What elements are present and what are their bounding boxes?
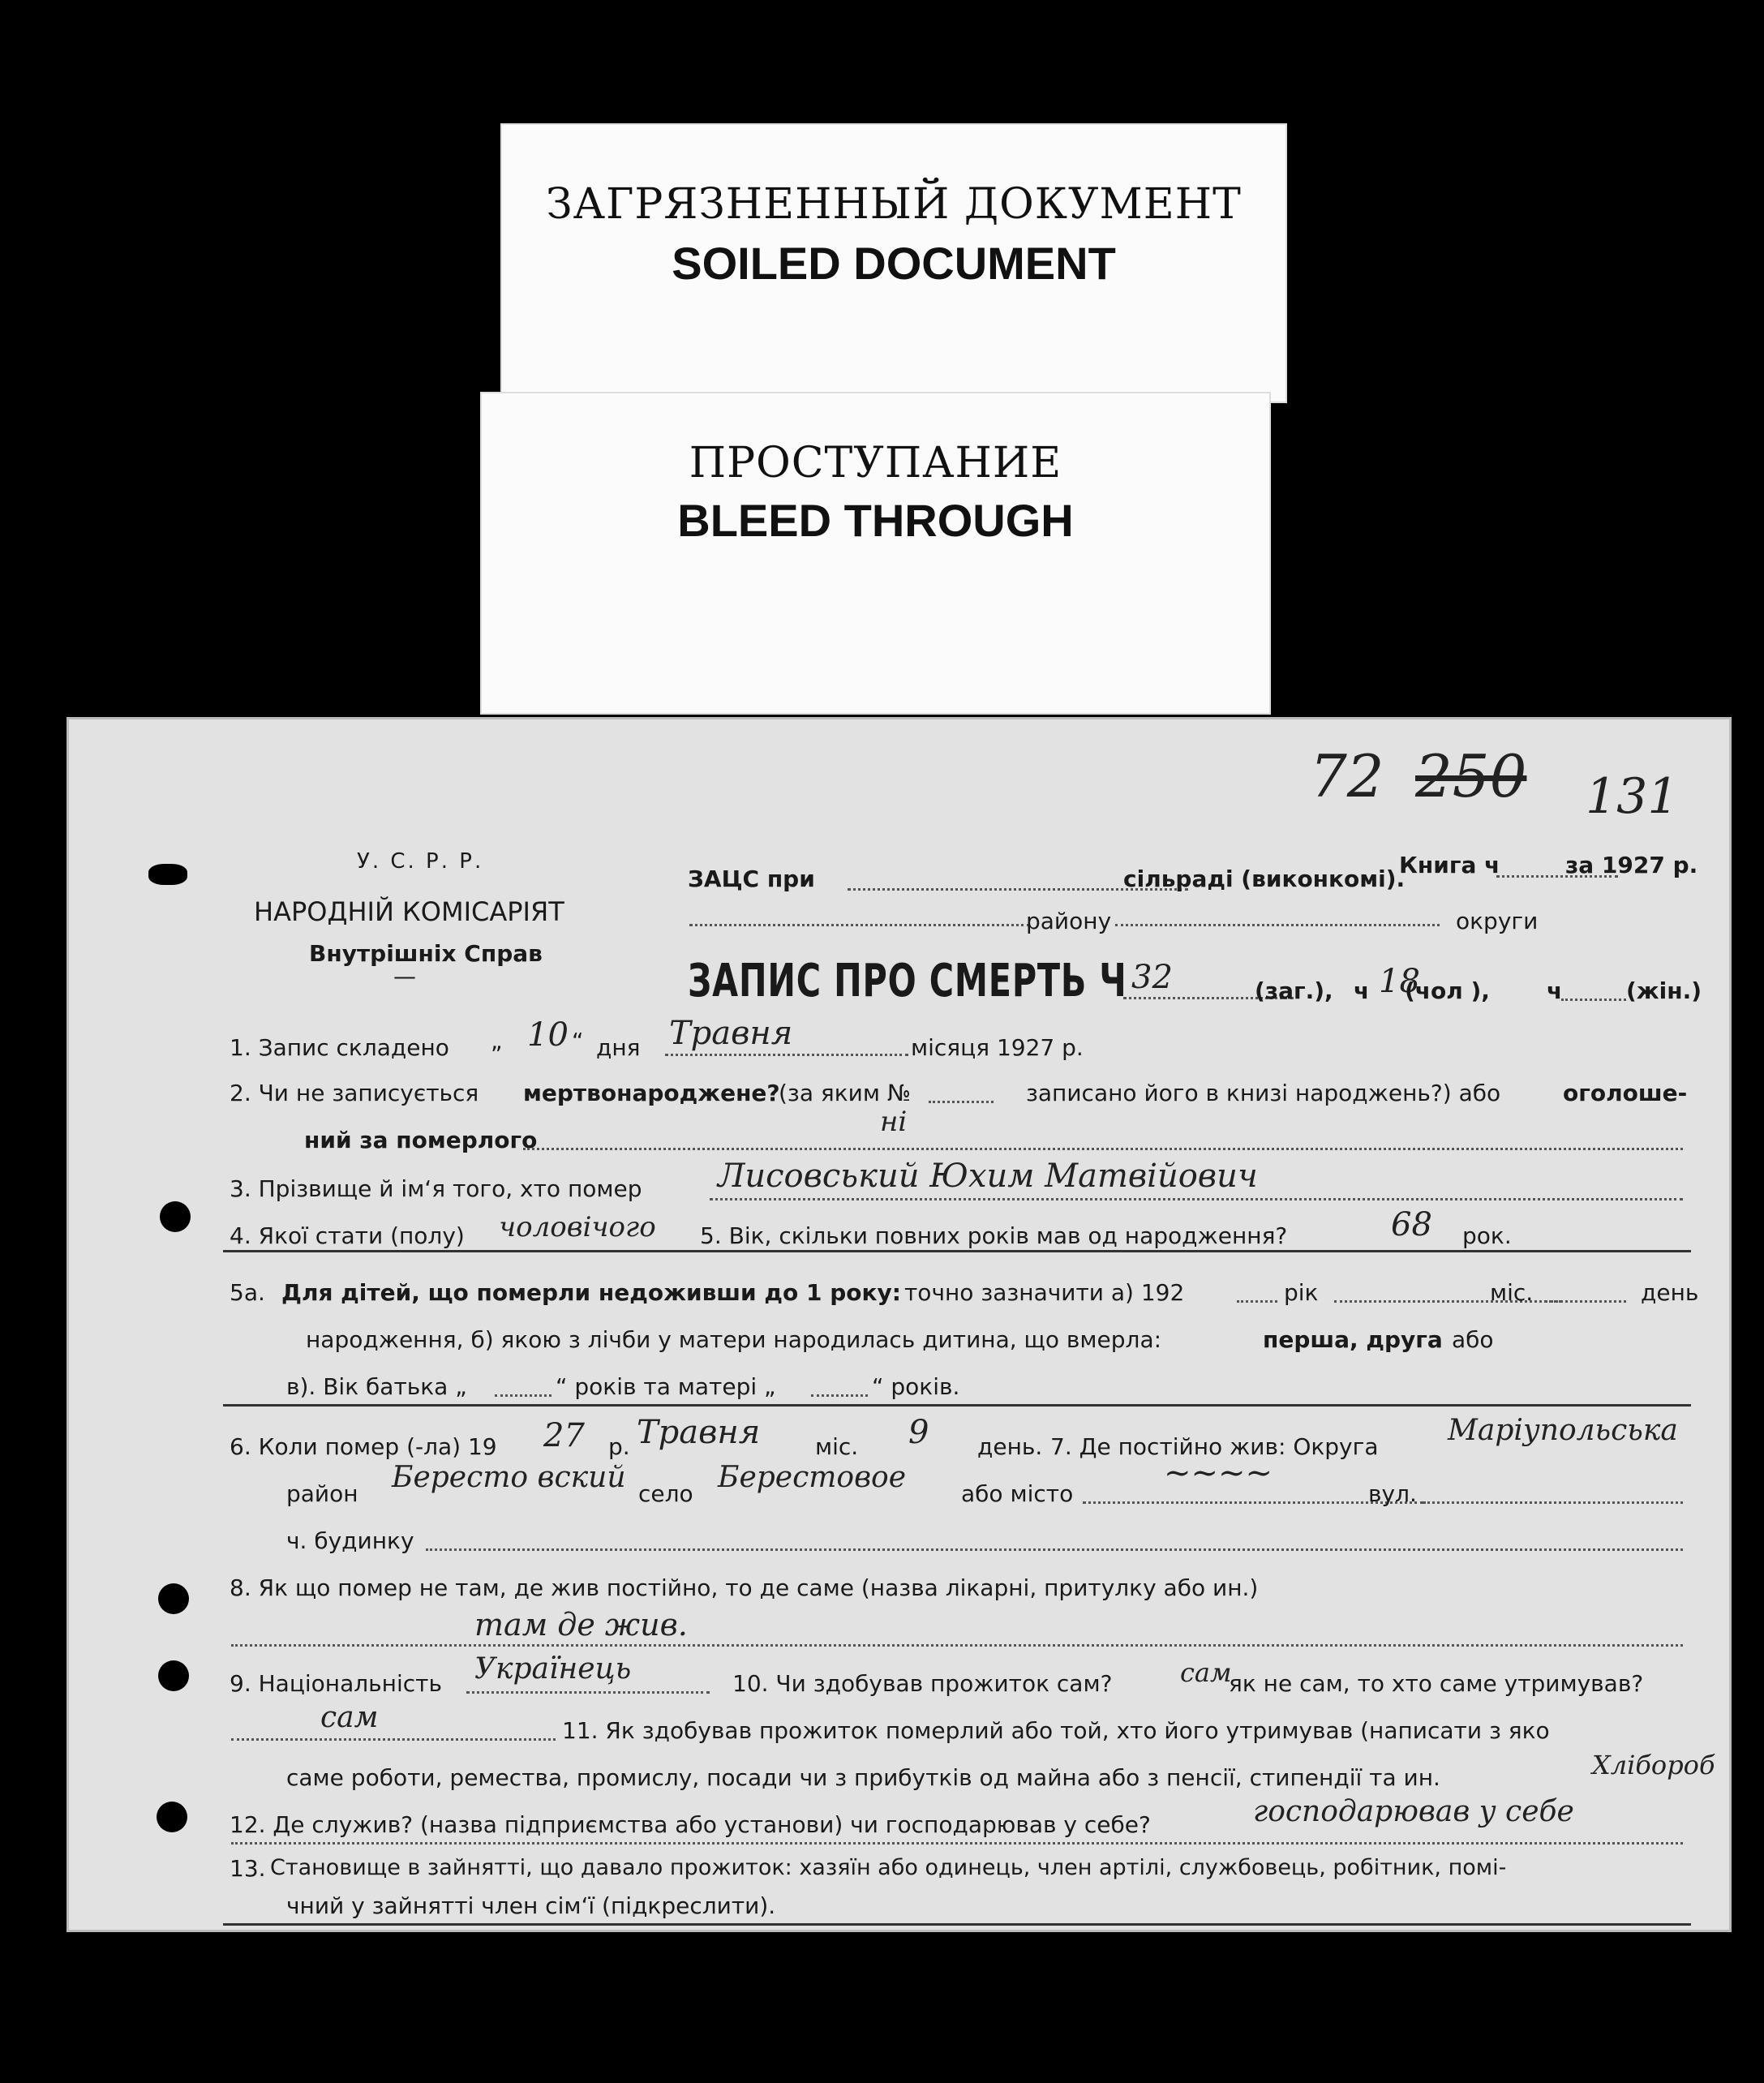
line2-num-blank bbox=[929, 1101, 994, 1103]
line12-value: господарював у себе bbox=[1253, 1795, 1574, 1828]
line11-label: 11. Як здобував прожиток померлий або той, хто його утримував (написати з яко bbox=[562, 1717, 1550, 1744]
ch2-label: ч bbox=[1547, 977, 1563, 1004]
line8-label: 8. Як що помер не там, де жив постійно, то де саме (назва лікарні, притулку або ин.) bbox=[230, 1574, 1259, 1601]
line5-value: 68 bbox=[1391, 1206, 1432, 1243]
punch-hole bbox=[158, 1583, 189, 1614]
line7-vul: вул. bbox=[1368, 1480, 1417, 1507]
line5a-c: точно зазначити а) 192 bbox=[904, 1279, 1185, 1306]
death-record-card bbox=[67, 717, 1732, 1932]
line7-okruga: Маріупольська bbox=[1448, 1414, 1678, 1447]
line4-value: чоловічого bbox=[499, 1211, 656, 1243]
line13-num: 13. bbox=[230, 1855, 266, 1882]
header-dash: — bbox=[393, 963, 416, 990]
line5-unit: рок. bbox=[1462, 1222, 1512, 1249]
bleed-ru-text: ПРОСТУПАНИЕ bbox=[689, 439, 1062, 487]
line7-selo-value: Берестовое bbox=[718, 1461, 907, 1494]
line5a-den: день bbox=[1641, 1279, 1699, 1306]
line7-bud: ч. будинку bbox=[286, 1527, 414, 1554]
line5a-3: в). Вік батька „ bbox=[286, 1373, 467, 1400]
bottom-rule bbox=[223, 1923, 1691, 1926]
line2-f: ний за померлого bbox=[304, 1127, 538, 1153]
line13-label: Становище в зайнятті, що давало прожиток: хазяїн або одинець, член артілі, службовець, робітник, помі- bbox=[270, 1855, 1507, 1880]
line1-rest: місяця 1927 р. bbox=[911, 1034, 1084, 1061]
line6-year: 27 bbox=[543, 1417, 585, 1454]
okrugy-blank bbox=[1115, 924, 1440, 926]
line9-value: Українець bbox=[474, 1652, 632, 1686]
section-rule bbox=[223, 1404, 1691, 1407]
record-number: 32 bbox=[1131, 959, 1173, 996]
line5a-2a: народження, б) якою з лічби у матери народилась дитина, що вмерла: bbox=[306, 1326, 1162, 1353]
soiled-document-slip bbox=[500, 123, 1287, 403]
line2-b: мертвонароджене? bbox=[523, 1080, 780, 1106]
line1-day: 10 bbox=[527, 1016, 569, 1054]
line12-label: 12. Де служив? (назва підприємства або установи) чи господарював у себе? bbox=[230, 1811, 1151, 1838]
corner-number-b: 250 bbox=[1415, 742, 1527, 810]
line3-value: Лисовський Юхим Матвійович bbox=[718, 1157, 1258, 1195]
line10-b: як не сам, то хто саме утримував? bbox=[1229, 1670, 1644, 1697]
line2-a: 2. Чи не записується bbox=[230, 1080, 479, 1106]
father-age-blank bbox=[495, 1394, 552, 1397]
line9-blank bbox=[466, 1691, 710, 1694]
line2-c: (за яким № bbox=[779, 1080, 911, 1106]
line1-month: Травня bbox=[669, 1015, 793, 1052]
line10-blank bbox=[231, 1738, 556, 1741]
line5a-rik: рік bbox=[1284, 1279, 1319, 1306]
line7-misto-dash: ~~~~ bbox=[1164, 1454, 1273, 1492]
line2-d: записано його в книзі народжень?) або bbox=[1026, 1080, 1501, 1106]
line1-quote-open: „ bbox=[491, 1028, 503, 1054]
soiled-ru-text: ЗАГРЯЗНЕННЫЙ ДОКУМЕНТ bbox=[546, 180, 1242, 229]
affairs-label: Внутрішніх Справ bbox=[309, 940, 543, 967]
punch-hole bbox=[160, 1201, 191, 1232]
line1-dnia: дня bbox=[596, 1034, 641, 1061]
punch-hole bbox=[157, 1802, 187, 1832]
line11-value: Хлібороб bbox=[1592, 1750, 1715, 1780]
line2-value-blank bbox=[523, 1148, 1683, 1150]
line8-blank bbox=[231, 1644, 1683, 1647]
line12-blank bbox=[231, 1842, 1683, 1845]
book-label: Книга ч bbox=[1399, 852, 1500, 878]
line5a-3b: “ років та матері „ bbox=[556, 1373, 776, 1400]
line5a-mis: міс. bbox=[1490, 1279, 1534, 1306]
zhin-label: (жін.) bbox=[1626, 977, 1702, 1004]
line5a-3c: “ років. bbox=[872, 1373, 960, 1400]
line5a-2c: або bbox=[1452, 1326, 1494, 1353]
line7-misto: або місто bbox=[961, 1480, 1074, 1507]
punch-hole bbox=[158, 1660, 189, 1691]
line7-a: 7. Де постійно жив: Округа bbox=[1050, 1433, 1379, 1460]
line3-label: 3. Прізвище й ім‘я того, хто помер bbox=[230, 1175, 642, 1202]
line5a-bold: Для дітей, що померли недоживши до 1 року: bbox=[281, 1279, 901, 1306]
line10-value: сам bbox=[1180, 1657, 1232, 1688]
line1-label: 1. Запис складено bbox=[230, 1034, 449, 1061]
line10-value2: сам bbox=[320, 1701, 379, 1734]
line6-mis: міс. bbox=[815, 1433, 859, 1460]
silradi-label: сільраді (виконкомі). bbox=[1123, 865, 1406, 892]
commissariat-label: НАРОДНІЙ КОМІСАРІЯТ bbox=[254, 896, 564, 927]
chol-label: (чол ), bbox=[1405, 977, 1490, 1004]
line1-quote-close: “ bbox=[572, 1028, 584, 1054]
raion-blank bbox=[689, 924, 1030, 926]
line7-raion: район bbox=[286, 1480, 358, 1507]
zags-label: ЗАЦС при bbox=[688, 865, 815, 892]
line7-vul-blank bbox=[1423, 1501, 1683, 1504]
usrr-label: У. С. Р. Р. bbox=[357, 849, 484, 874]
line6-month: Травня bbox=[637, 1414, 761, 1451]
corner-number-c: 131 bbox=[1586, 768, 1679, 825]
line6-day: 9 bbox=[908, 1414, 929, 1451]
line11-b: саме роботи, ремества, промислу, посади чи з прибутків од майна або з пенсії, стипендії та ин. bbox=[286, 1764, 1440, 1791]
line6-den: день. bbox=[977, 1433, 1043, 1460]
line7-raion-value: Бересто вский bbox=[392, 1461, 626, 1494]
section-rule bbox=[223, 1250, 1691, 1252]
line2-value: ні bbox=[880, 1106, 908, 1138]
line7-selo: село bbox=[638, 1480, 693, 1507]
line5a-2b: перша, друга bbox=[1263, 1326, 1443, 1353]
line9-label: 9. Національність bbox=[230, 1670, 442, 1697]
line5-label: 5. Вік, скільки повних років мав од народження? bbox=[700, 1222, 1288, 1249]
line1-month-blank bbox=[665, 1054, 908, 1056]
soiled-en-text: SOILED DOCUMENT bbox=[672, 238, 1116, 289]
line5a-mis-blank bbox=[1545, 1300, 1626, 1303]
mother-age-blank bbox=[811, 1394, 868, 1397]
raion-label: району bbox=[1026, 908, 1112, 934]
line4-label: 4. Якої стати (полу) bbox=[230, 1222, 465, 1249]
line5a-num: 5а. bbox=[230, 1279, 265, 1306]
ch1-label: ч bbox=[1354, 977, 1370, 1004]
line5a-year-blank bbox=[1237, 1300, 1277, 1303]
record-title: ЗАПИС ПРО СМЕРТЬ Ч bbox=[688, 955, 1127, 1007]
bleed-en-text: BLEED THROUGH bbox=[677, 495, 1074, 546]
punch-hole bbox=[148, 864, 187, 885]
zhin-blank bbox=[1561, 999, 1626, 1001]
line2-e: оголоше- bbox=[1563, 1080, 1688, 1106]
year-label: за 1927 р. bbox=[1565, 852, 1698, 878]
line13-b: чний у зайнятті член сім‘ї (підкреслити). bbox=[286, 1892, 776, 1919]
chol-number: 18 bbox=[1379, 963, 1420, 1000]
line8-value: там де жив. bbox=[474, 1607, 688, 1643]
line3-blank bbox=[710, 1198, 1683, 1200]
line7-bud-blank bbox=[426, 1548, 1683, 1551]
corner-number-a: 72 bbox=[1310, 742, 1384, 810]
line6-r: р. bbox=[608, 1433, 630, 1460]
line10-label: 10. Чи здобував прожиток сам? bbox=[732, 1670, 1113, 1697]
line6-a: 6. Коли помер (-ла) 19 bbox=[230, 1433, 497, 1460]
okrugy-label: округи bbox=[1456, 908, 1539, 934]
zag-label: (заг.), bbox=[1255, 977, 1333, 1004]
bleed-through-slip bbox=[480, 392, 1271, 715]
